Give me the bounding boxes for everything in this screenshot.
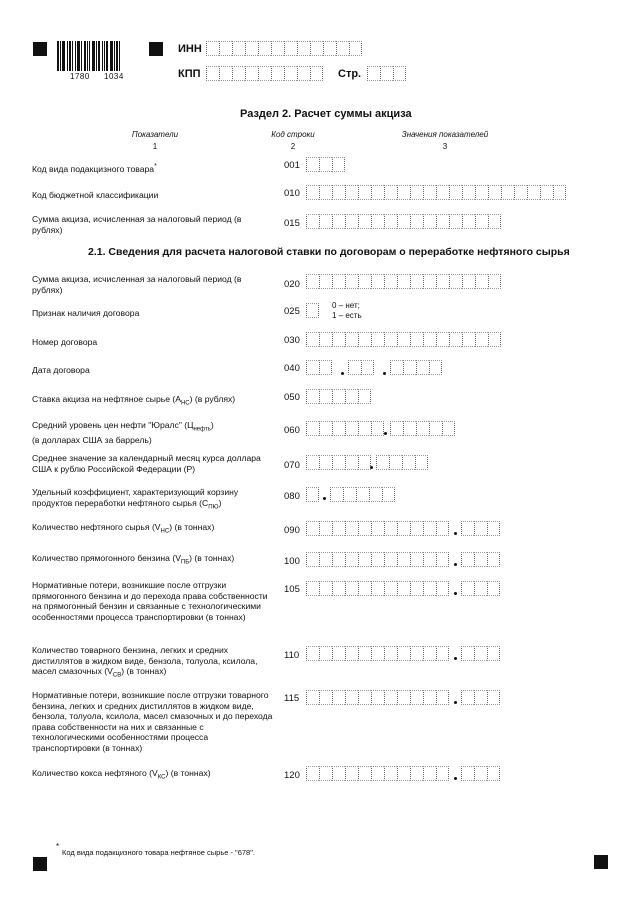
row-label-115: Нормативные потери, возникшие после отгрузки товарного бензина, легких и средних дистиллятов в жидком виде, бензола, толуола, ксилола, масел смазочных и до перехода права собственности на них и связанные с технологическими особенностями процесса транспортировки (в тоннах)	[32, 690, 273, 753]
row-code-115: 115	[284, 693, 300, 704]
row-code-025: 025	[284, 306, 300, 317]
row-code-020: 020	[284, 279, 300, 290]
row-label-020: Сумма акциза, исчисленная за налоговый период (в рублях)	[32, 274, 242, 295]
field-025[interactable]	[306, 303, 319, 318]
row-label-110: Количество товарного бензина, легких и средних дистиллятов в жидком виде, бензола, толуола, ксилола, масел смазочных $(V_{СВ})$ (в тоннах)	[32, 645, 258, 679]
decimal-dot	[370, 466, 373, 469]
decimal-dot	[454, 532, 457, 535]
field-115-frac[interactable]	[461, 690, 500, 705]
field-040-day[interactable]	[306, 360, 332, 375]
decimal-dot	[454, 777, 457, 780]
corner-marker-bottom-left	[33, 857, 47, 871]
row-label-025: Признак наличия договора	[32, 308, 140, 318]
footnote-star: *	[56, 842, 60, 851]
row-code-040: 040	[284, 363, 300, 374]
row-code-090: 090	[284, 525, 300, 536]
kpp-label: КПП	[178, 68, 201, 80]
column-header-line-code: Код строки	[271, 130, 315, 139]
field-115-int[interactable]	[306, 690, 449, 705]
column-number-1: 1	[152, 142, 158, 151]
barcode	[57, 41, 137, 71]
separator-dot	[341, 372, 344, 375]
field-020[interactable]	[306, 274, 501, 289]
hint-025-no: 0 – нет;	[332, 301, 360, 310]
decimal-dot	[454, 701, 457, 704]
barcode-number-left: 1780	[70, 72, 90, 81]
footnote-text: Код вида подакцизного товара нефтяное сырье - "678".	[62, 848, 255, 857]
field-080-frac[interactable]	[330, 487, 395, 502]
barcode-number-right: 1034	[104, 72, 124, 81]
row-code-070: 070	[284, 460, 300, 471]
field-105-int[interactable]	[306, 581, 449, 596]
row-code-030: 030	[284, 335, 300, 346]
field-070-frac[interactable]	[376, 455, 428, 470]
row-label-100: Количество прямогонного бензина $(V_{ПБ})$ (в тоннах)	[32, 553, 235, 566]
row-label-001: Код вида подакцизного товара*	[32, 163, 157, 174]
decimal-dot	[454, 657, 457, 660]
field-070-int[interactable]	[306, 455, 371, 470]
row-code-120: 120	[284, 770, 300, 781]
corner-marker-bottom-right	[594, 855, 608, 869]
row-code-015: 015	[284, 218, 300, 229]
field-015[interactable]	[306, 214, 501, 229]
column-header-indicators: Показатели	[131, 130, 179, 139]
field-090-frac[interactable]	[461, 521, 500, 536]
field-110-frac[interactable]	[461, 646, 500, 661]
row-label-070: Среднее значение за календарный месяц курса доллара США к рублю Российской Федерации (Р)	[32, 453, 261, 474]
row-code-110: 110	[284, 650, 300, 661]
subsection-title: 2.1. Сведения для расчета налоговой ставки по договорам о переработке нефтяного сырья	[88, 246, 570, 258]
row-code-060: 060	[284, 425, 300, 436]
row-label-010: Код бюджетной классификации	[32, 190, 159, 200]
inn-label: ИНН	[178, 43, 202, 55]
field-105-frac[interactable]	[461, 581, 500, 596]
row-code-001: 001	[284, 160, 300, 171]
row-code-100: 100	[284, 556, 300, 567]
field-040-month[interactable]	[348, 360, 374, 375]
field-001[interactable]	[306, 157, 345, 172]
decimal-dot	[323, 497, 326, 500]
decimal-dot	[454, 592, 457, 595]
row-label-090: Количество нефтяного сырья $(V_{НС})$ (в тоннах)	[32, 522, 215, 535]
corner-marker-top-left	[33, 42, 47, 56]
field-110-int[interactable]	[306, 646, 449, 661]
field-010[interactable]	[306, 185, 566, 200]
row-label-050: Ставка акциза на нефтяное сырье $(А_{НС})$ (в рублях)	[32, 394, 236, 407]
kpp-field[interactable]	[206, 66, 323, 81]
field-030[interactable]	[306, 332, 501, 347]
column-header-values: Значения показателей	[401, 130, 489, 139]
row-code-105: 105	[284, 584, 300, 595]
row-label-040: Дата договора	[32, 365, 90, 375]
row-label-015: Сумма акциза, исчисленная за налоговый период (в рублях)	[32, 214, 242, 235]
hint-025-yes: 1 – есть	[332, 311, 362, 320]
column-number-2: 2	[290, 142, 296, 151]
separator-dot	[383, 372, 386, 375]
field-100-int[interactable]	[306, 552, 449, 567]
inn-field[interactable]	[206, 41, 362, 56]
field-080-int[interactable]	[306, 487, 319, 502]
field-060-int[interactable]	[306, 421, 384, 436]
field-060-frac[interactable]	[390, 421, 455, 436]
row-label-105: Нормативные потери, возникшие после отгрузки прямогонного бензина и до перехода права собственности на прямогонный бензин и связанные с технологическими особенностями процесса транспортировки (в тоннах)	[32, 580, 268, 622]
page-label: Стр.	[338, 68, 362, 80]
row-label-030: Номер договора	[32, 337, 98, 347]
column-number-3: 3	[442, 142, 448, 151]
row-code-050: 050	[284, 392, 300, 403]
row-label-080: Удельный коэффициент, характеризующий корзину продуктов переработки нефтяного сырья $(С_{ПЮ})$	[32, 487, 239, 511]
corner-marker-top-mid	[149, 42, 163, 56]
field-040-year[interactable]	[390, 360, 442, 375]
row-label-060: Средний уровень цен нефти "Юралс" $(Ц_{нефть})$ (в долларах США за баррель)	[32, 420, 214, 446]
field-120-frac[interactable]	[461, 766, 500, 781]
decimal-dot	[384, 432, 387, 435]
row-code-080: 080	[284, 491, 300, 502]
section-title: Раздел 2. Расчет суммы акциза	[240, 108, 412, 120]
field-120-int[interactable]	[306, 766, 449, 781]
decimal-dot	[454, 563, 457, 566]
field-050[interactable]	[306, 389, 371, 404]
field-100-frac[interactable]	[461, 552, 500, 567]
field-090-int[interactable]	[306, 521, 449, 536]
row-code-010: 010	[284, 188, 300, 199]
row-label-120: Количество кокса нефтяного $(V_{КС})$ (в тоннах)	[32, 768, 211, 781]
page-number-field[interactable]	[367, 66, 406, 81]
